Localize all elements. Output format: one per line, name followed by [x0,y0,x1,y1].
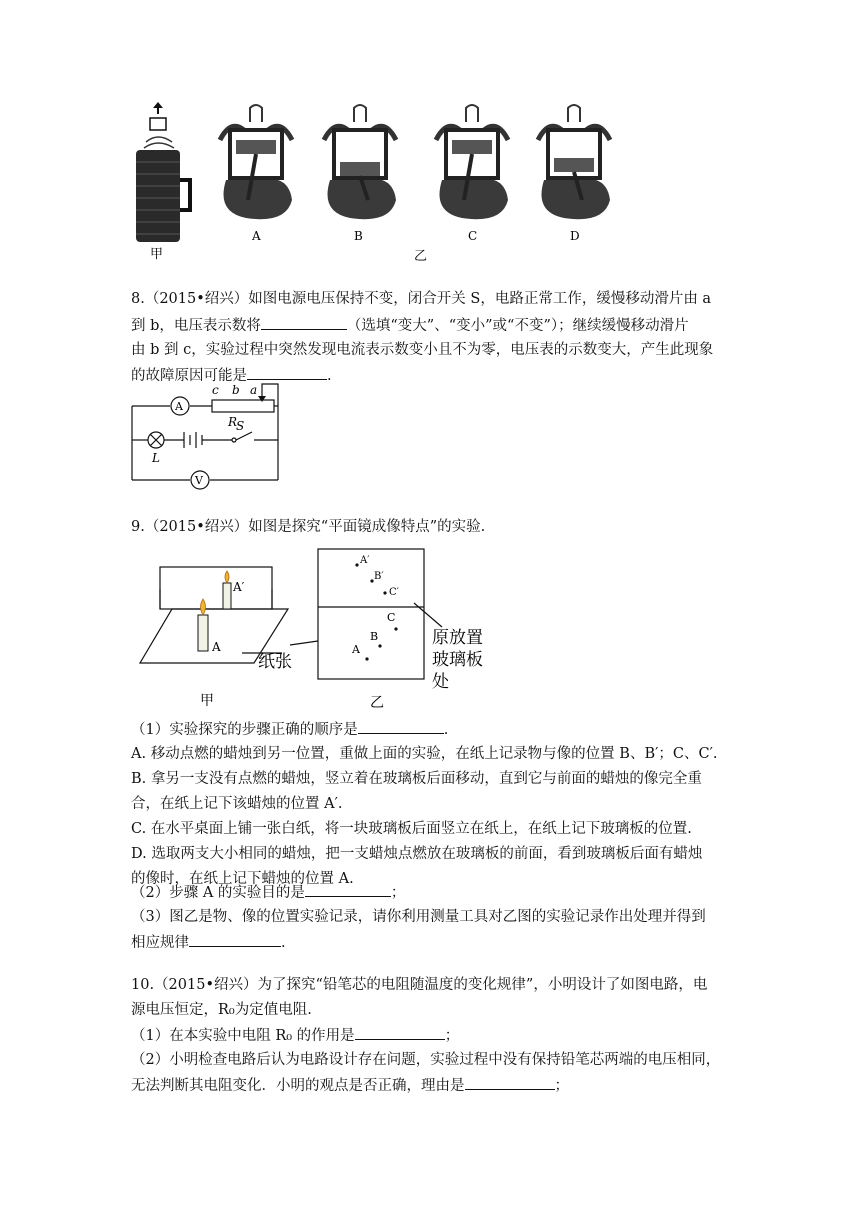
q9-glass-label-3: 处 [432,672,449,692]
q10-line-3-pre: （1）在本实验中电阻 R₀ 的作用是 [131,1028,355,1044]
q9-sub-2-post: ； [390,885,406,901]
q10-line-5-pre: 无法判断其电阻变化．小明的观点是否正确，理由是 [131,1078,465,1094]
q8-lamp-label: L [152,451,160,465]
answer-blank[interactable] [355,1025,445,1040]
q9-pt-b: B [370,630,379,643]
engine-stroke-icon [324,105,396,219]
fig7-label-d: D [570,229,580,243]
q8-resistor-label: R [228,415,238,429]
q9-step-c: C. 在水平桌面上铺一张白纸，将一块玻璃板后面竖立在纸上，在纸上记下玻璃板的位置. [131,821,692,837]
answer-blank[interactable] [261,315,347,330]
q9-title: 9.（2015•绍兴）如图是探究“平面镜成像特点”的实验. [131,519,486,535]
q8-switch-label: S [236,419,245,433]
q8-point-a: a [250,383,258,397]
fig7-yi-label: 乙 [414,249,428,264]
answer-blank[interactable] [358,719,444,734]
q8-line-1: 8.（2015•绍兴）如图电源电压保持不变，闭合开关 S，电路正常工作，缓慢移动滑片由 a [131,291,712,307]
q10-line-2: 源电压恒定，R₀为定值电阻. [131,1002,312,1018]
q9-step-b-1: B. 拿另一支没有点燃的蜡烛，竖立着在玻璃板后面移动，直到它与前面的蜡烛的像完全重 [131,771,702,787]
q9-mirror-figure [130,543,530,713]
answer-blank[interactable] [305,882,391,897]
q9-pt-b-img: B′ [374,571,384,582]
q9-glass-label-1: 原放置 [432,628,483,648]
q10-line-3-post: ； [444,1028,460,1044]
engine-strokes-figure [128,100,748,265]
q9-jia-label: 甲 [200,693,214,709]
q8-ammeter-label: A [175,400,183,413]
engine-stroke-icon [436,105,508,219]
q9-paper-label: 纸张 [258,652,292,672]
q9-pt-a: A [352,643,360,656]
q10-line-4: （2）小明检查电路后认为电路设计存在问题，实验过程中没有保持铅笔芯两端的电压相同， [131,1052,721,1068]
q10-line-1: 10.（2015•绍兴）为了探究“铅笔芯的电阻随温度的变化规律”，小明设计了如图电路，电 [131,977,708,993]
q9-step-a: A. 移动点燃的蜡烛到另一位置，重做上面的实验，在纸上记录物与像的位置 B、B′；C、C′. [131,746,718,762]
q9-pt-a-img: A′ [360,555,370,566]
q8-point-c: c [212,383,219,397]
q10-line-3 [131,1025,459,1046]
q9-step-b-2: 合，在纸上记下该蜡烛的位置 A′. [131,796,343,812]
thermos-icon [136,102,190,242]
q10-line-5-post: ； [554,1078,569,1094]
q9-candle-a-img: A′ [233,580,245,594]
q9-sub-1 [131,719,448,740]
q9-sub-2-pre: （2）步骤 A 的实验目的是 [131,885,305,901]
engine-stroke-icon [220,105,292,219]
q9-yi-label: 乙 [370,695,384,711]
q8-line-2-post: （选填“变大”、“变小”或“不变”）；继续缓慢移动滑片 [346,318,689,334]
q9-candle-a: A [212,640,221,654]
q9-pt-c: C [387,611,396,624]
q8-line-2 [131,315,689,336]
q8-voltmeter-label: V [195,474,203,487]
q8-line-3: 由 b 到 c，实验过程中突然发现电流表示数变小且不为零，电压表的示数变大，产生此现象 [131,342,714,358]
q9-sub-3-post: . [281,935,286,951]
q9-sub-3-b [131,932,286,953]
q9-pt-c-img: C′ [389,587,399,598]
answer-blank[interactable] [465,1075,555,1090]
q9-sub-3-pre: 相应规律 [131,935,189,951]
fig7-label-b: B [354,229,363,243]
q9-sub-1-post: . [443,722,449,738]
q8-line-2-pre: 到 b，电压表示数将 [131,318,261,334]
q9-glass-label-2: 玻璃板 [432,650,483,670]
fig7-jia-label: 甲 [150,247,164,262]
q8-circuit-diagram [128,378,288,496]
engine-stroke-icon [538,105,610,219]
answer-blank[interactable] [189,932,281,947]
q9-step-d-1: D. 选取两支大小相同的蜡烛，把一支蜡烛点燃放在玻璃板的前面，看到玻璃板后面有蜡烛 [131,846,703,862]
q8-point-b: b [232,383,240,397]
q8-line-4-post: . [327,368,332,384]
q10-line-5 [131,1075,569,1096]
q9-sub-1-pre: （1）实验探究的步骤正确的顺序是 [131,722,358,738]
q9-part-2-line [131,882,405,903]
q9-sub-3: （3）图乙是物、像的位置实验记录，请你利用测量工具对乙图的实验记录作出处理并得到 [131,909,706,925]
q8-line-4-pre: 的故障原因可能是 [131,368,247,384]
fig7-label-c: C [468,229,478,243]
q9-step-d-2: 的像时，在纸上记下蜡烛的位置 A. [131,871,354,887]
fig7-label-a: A [252,229,261,243]
